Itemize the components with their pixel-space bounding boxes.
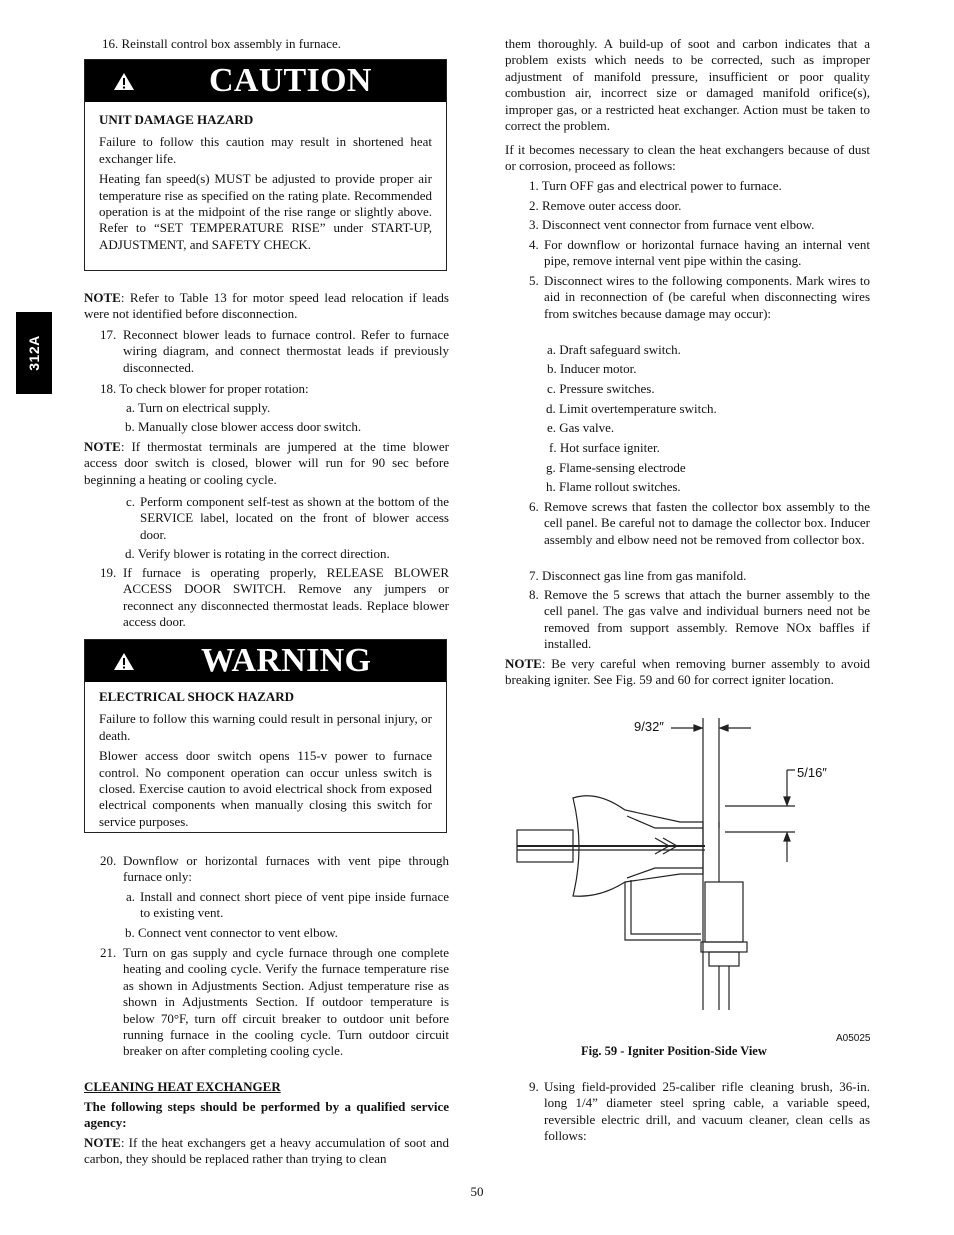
step-18a: a. Turn on electrical supply. xyxy=(126,400,271,415)
note-4 xyxy=(505,656,870,689)
step-6: Remove screws that fasten the collector box assembly to the cell panel. Be careful not to damage the collector box. Inducer assembly and elbow need not be removed from collector box. xyxy=(544,499,870,547)
note-text: : If thermostat terminals are jumpered at the time blower access door switch is closed, blower will run for 90 sec before beginning a heating or cooling cycle. xyxy=(84,439,449,487)
side-tab-label: 312A xyxy=(25,335,42,371)
igniter-mount xyxy=(709,952,739,966)
igniter-holder xyxy=(705,882,743,942)
warning-triangle-icon xyxy=(113,652,135,671)
step-18b: b. Manually close blower access door switch. xyxy=(125,419,362,434)
arrowhead xyxy=(784,797,790,805)
note-label: NOTE xyxy=(84,1135,121,1150)
dimension-label-9-32: 9/32″ xyxy=(634,719,664,734)
caution-p1: Failure to follow this caution may result in shortened heat exchanger life. xyxy=(99,134,432,166)
caution-body xyxy=(99,112,432,257)
support-bracket xyxy=(631,880,701,934)
arrowhead xyxy=(694,725,702,731)
qualified-statement: The following steps should be performed by a qualified service agency: xyxy=(84,1099,449,1131)
caution-box xyxy=(84,59,447,271)
continued-paragraph: them thoroughly. A build-up of soot and carbon indicates that a problem exists which needs to be corrected, such as improper adjustment of manifold pressure, insufficient or poor quality combustion air, incorrect size or damaged manifold orifice(s), improper gas, or a restricted heat exchanger. Action must be taken to correct the problem. xyxy=(505,36,870,134)
warning-header xyxy=(85,640,446,682)
figure-caption: Fig. 59 - Igniter Position-Side View xyxy=(581,1044,767,1058)
step-9-number: 9. xyxy=(529,1079,539,1094)
step-1: 1. Turn OFF gas and electrical power to furnace. xyxy=(529,178,782,193)
step-20a-letter: a. xyxy=(126,889,136,904)
arrowhead xyxy=(720,725,728,731)
step-7: 7. Disconnect gas line from gas manifold. xyxy=(529,568,747,583)
note-label: NOTE xyxy=(84,439,121,454)
caution-hazard: UNIT DAMAGE HAZARD xyxy=(99,112,254,127)
support-bracket xyxy=(625,882,701,940)
caution-title: CAUTION xyxy=(209,62,372,99)
warning-p2: Blower access door switch opens 115-v power to furnace control. No component operation can occur unless switch is closed. Exercise caution to avoid electrical shock from exposed electrical components when manually closing this switch for service purposes. xyxy=(99,748,432,829)
step-5a: a. Draft safeguard switch. xyxy=(547,342,681,357)
step-8: Remove the 5 screws that attach the burner assembly to the cell panel. The gas valve and individual burners need not be removed from support assembly. Remove NOx baffles if installed. xyxy=(544,587,870,652)
step-21-number: 21. xyxy=(100,945,117,960)
note-text: : If the heat exchangers get a heavy accumulation of soot and carbon, they should be replaced rather than trying to clean xyxy=(84,1135,449,1167)
warning-title: WARNING xyxy=(201,642,372,679)
page-number: 50 xyxy=(470,1184,484,1199)
step-5g: g. Flame-sensing electrode xyxy=(546,460,686,475)
step-19: If furnace is operating properly, RELEASE BLOWER ACCESS DOOR SWITCH. Remove any jumpers or reconnect any disconnected thermostat leads. Replace blower access door. xyxy=(123,565,449,630)
step-18c: Perform component self-test as shown at the bottom of the SERVICE label, located on the front of blower access door. xyxy=(140,494,449,542)
warning-box xyxy=(84,639,447,833)
dimension-label-5-16: 5/16″ xyxy=(797,765,827,780)
note-2 xyxy=(84,439,449,488)
warning-triangle-icon xyxy=(113,72,135,91)
warning-p1: Failure to follow this warning could result in personal injury, or death. xyxy=(99,711,432,743)
step-18: 18. To check blower for proper rotation: xyxy=(100,381,309,396)
step-5: Disconnect wires to the following components. Mark wires to aid in reconnection of (be careful when disconnecting wires from switches because damage may occur): xyxy=(544,273,870,321)
caution-header xyxy=(85,60,446,102)
step-4-number: 4. xyxy=(529,237,539,252)
step-20a: Install and connect short piece of vent pipe inside furnace to existing vent. xyxy=(140,889,449,921)
step-4: For downflow or horizontal furnace having an internal vent pipe, remove internal vent pipe within the casing. xyxy=(544,237,870,269)
step-3: 3. Disconnect vent connector from furnace vent elbow. xyxy=(529,217,815,232)
note-text: : Refer to Table 13 for motor speed lead relocation if leads were not identified before disconnection. xyxy=(84,290,449,322)
step-5d: d. Limit overtemperature switch. xyxy=(546,401,717,416)
dust-paragraph: If it becomes necessary to clean the heat exchangers because of dust or corrosion, proceed as follows: xyxy=(505,142,870,174)
note-label: NOTE xyxy=(84,290,121,305)
step-5b: b. Inducer motor. xyxy=(547,361,637,376)
step-18d: d. Verify blower is rotating in the correct direction. xyxy=(125,546,390,561)
warning-hazard: ELECTRICAL SHOCK HAZARD xyxy=(99,689,295,704)
step-19-number: 19. xyxy=(100,565,117,580)
note-3 xyxy=(84,1135,449,1168)
step-5e: e. Gas valve. xyxy=(547,420,615,435)
step-20: Downflow or horizontal furnaces with vent pipe through furnace only: xyxy=(123,853,449,885)
step-16: 16. Reinstall control box assembly in furnace. xyxy=(102,36,342,51)
note-label: NOTE xyxy=(505,656,542,671)
step-9: Using field-provided 25-caliber rifle cleaning brush, 36-in. long 1/4” diameter steel spring cable, a variable speed, reversible electric drill, and vacuum cleaner, clean cells as follows: xyxy=(544,1079,870,1144)
igniter-position-diagram xyxy=(505,710,875,1045)
step-17-number: 17. xyxy=(100,327,117,342)
step-20b: b. Connect vent connector to vent elbow. xyxy=(125,925,338,940)
step-8-number: 8. xyxy=(529,587,539,602)
note-1 xyxy=(84,290,449,323)
step-20-number: 20. xyxy=(100,853,117,868)
step-21: Turn on gas supply and cycle furnace through one complete heating and cooling cycle. Verify the furnace temperature rise as shown in Adjustments Section. Adjust temperature rise as shown in Adjustments Section. If outdoor temperature is below 70°F, turn off circuit breaker to outdoor unit before running furnace in the cooling cycle. Turn outdoor circuit breaker on after completing cooling cycle. xyxy=(123,945,449,1059)
section-heading: CLEANING HEAT EXCHANGER xyxy=(84,1079,281,1094)
step-5f: f. Hot surface igniter. xyxy=(549,440,660,455)
step-2: 2. Remove outer access door. xyxy=(529,198,682,213)
step-17: Reconnect blower leads to furnace control. Refer to furnace wiring diagram, and connect thermostat leads if previously disconnected. xyxy=(123,327,449,375)
step-5-number: 5. xyxy=(529,273,539,288)
side-tab xyxy=(16,312,52,394)
figure-code: A05025 xyxy=(836,1033,871,1044)
step-18c-letter: c. xyxy=(126,494,136,509)
note-text: : Be very careful when removing burner assembly to avoid breaking igniter. See Fig. 59 and 60 for correct igniter location. xyxy=(505,656,870,688)
caution-p2: Heating fan speed(s) MUST be adjusted to provide proper air temperature rise as specified on the rating plate. Recommended operation is at the midpoint of the rise range or slightly above. Refer to “SET TEMPERATURE RISE” under START-UP, ADJUSTMENT, and SAFETY CHECK. xyxy=(99,171,432,252)
step-5c: c. Pressure switches. xyxy=(547,381,655,396)
arrowhead xyxy=(784,833,790,841)
step-6-number: 6. xyxy=(529,499,539,514)
warning-body xyxy=(99,689,432,834)
igniter-base xyxy=(701,942,747,952)
step-5h: h. Flame rollout switches. xyxy=(546,479,681,494)
